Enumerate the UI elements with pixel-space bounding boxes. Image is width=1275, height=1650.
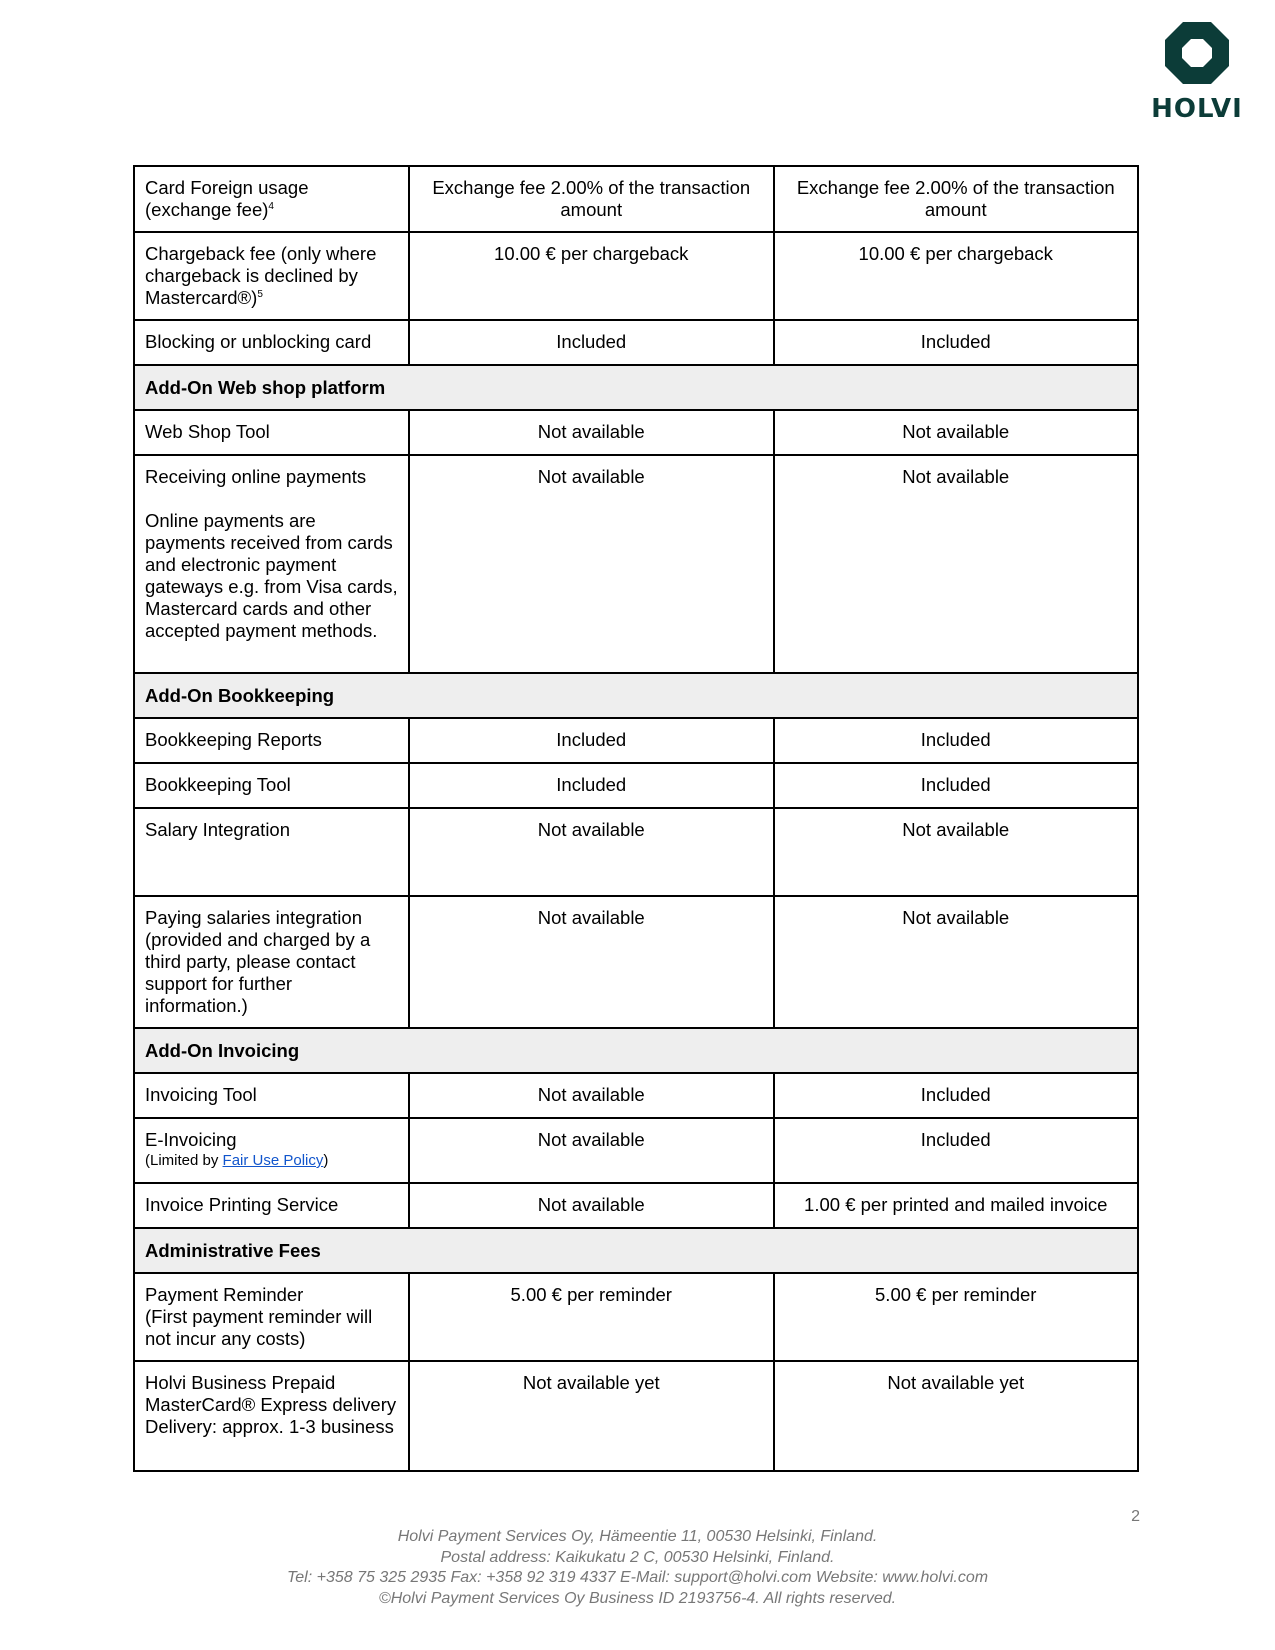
- plan-2-value: Not available: [774, 455, 1139, 673]
- section-header-web-shop: [134, 365, 1138, 410]
- table-row: [134, 718, 1138, 763]
- fees-table: [133, 165, 1139, 1472]
- plan-1-value: Not available: [409, 1118, 774, 1183]
- plan-1-value: Included: [409, 320, 774, 365]
- plan-1-value: Not available: [409, 896, 774, 1028]
- logo-wordmark: HOLVI: [1151, 94, 1243, 124]
- section-title: Add-On Web shop platform: [134, 365, 1138, 410]
- plan-2-value: Not available: [774, 808, 1139, 896]
- row-label: Salary Integration: [134, 808, 409, 896]
- plan-2-value: Not available: [774, 410, 1139, 455]
- table-row: [134, 410, 1138, 455]
- table-row: [134, 320, 1138, 365]
- plan-2-value: Not available: [774, 896, 1139, 1028]
- plan-1-value: Not available: [409, 455, 774, 673]
- row-label-note: (First payment reminder will not incur any costs): [145, 1306, 373, 1349]
- table-row: [134, 1183, 1138, 1228]
- plan-2-value: Exchange fee 2.00% of the transaction amount: [774, 166, 1139, 232]
- plan-2-value: Included: [774, 320, 1139, 365]
- page-number: 2: [1131, 1508, 1140, 1525]
- table-row: [134, 1361, 1138, 1471]
- row-label: [134, 1361, 409, 1471]
- row-label: Paying salaries integration (provided and charged by a third party, please contact support for further information.): [134, 896, 409, 1028]
- section-title: Add-On Invoicing: [134, 1028, 1138, 1073]
- footer-copyright: ©Holvi Payment Services Oy Business ID 2193756-4. All rights reserved.: [378, 1589, 897, 1607]
- plan-1-value: Not available: [409, 410, 774, 455]
- section-title: Administrative Fees: [134, 1228, 1138, 1273]
- row-label-title: Holvi Business Prepaid MasterCard® Express delivery: [145, 1372, 397, 1415]
- table-row: [134, 808, 1138, 896]
- row-label: Blocking or unblocking card: [134, 320, 409, 365]
- table-row: [134, 1273, 1138, 1361]
- plan-2-value: 1.00 € per printed and mailed invoice: [774, 1183, 1139, 1228]
- table-row: [134, 1073, 1138, 1118]
- row-label-title: Receiving online payments: [145, 466, 367, 487]
- plan-1-value: Included: [409, 763, 774, 808]
- row-label: Invoicing Tool: [134, 1073, 409, 1118]
- plan-1-value: Exchange fee 2.00% of the transaction amount: [409, 166, 774, 232]
- fair-use-note: (Limited by Fair Use Policy): [145, 1152, 329, 1169]
- plan-1-value: Not available yet: [409, 1361, 774, 1471]
- row-label-note: Delivery: approx. 1-3 business: [145, 1416, 394, 1437]
- row-label: Bookkeeping Reports: [134, 718, 409, 763]
- table-row: [134, 896, 1138, 1028]
- fair-use-policy-link[interactable]: Fair Use Policy: [222, 1152, 324, 1169]
- holvi-logo: [1142, 20, 1252, 122]
- plan-1-value: 10.00 € per chargeback: [409, 232, 774, 320]
- row-label: [134, 1118, 409, 1183]
- footer-contact: Tel: +358 75 325 2935 Fax: +358 92 319 4337 E-Mail: support@holvi.com Website: www.holvi.com: [286, 1569, 989, 1586]
- holvi-octagon-icon: [1163, 20, 1231, 86]
- plan-2-value: 5.00 € per reminder: [774, 1273, 1139, 1361]
- row-label: Bookkeeping Tool: [134, 763, 409, 808]
- page-footer: [0, 1527, 1275, 1609]
- table-row: [134, 763, 1138, 808]
- row-label-title: E-Invoicing: [145, 1129, 237, 1150]
- row-label: Invoice Printing Service: [134, 1183, 409, 1228]
- section-title: Add-On Bookkeeping: [134, 673, 1138, 718]
- row-label: Web Shop Tool: [134, 410, 409, 455]
- footer-address: Holvi Payment Services Oy, Hämeentie 11, 00530 Helsinki, Finland.: [397, 1528, 878, 1545]
- row-label: Chargeback fee (only where chargeback is declined by Mastercard®)$^5$: [134, 232, 409, 320]
- plan-1-value: Not available: [409, 1183, 774, 1228]
- row-label: [134, 1273, 409, 1361]
- row-label-note: Online payments are payments received from cards and electronic payment gateways e.g. from Visa cards, Mastercard cards and other accepted payment methods.: [145, 510, 398, 641]
- table-row: [134, 232, 1138, 320]
- plan-1-value: Included: [409, 718, 774, 763]
- plan-2-value: Not available yet: [774, 1361, 1139, 1471]
- table-row: [134, 166, 1138, 232]
- plan-1-value: Not available: [409, 1073, 774, 1118]
- table-row: [134, 455, 1138, 673]
- footer-postal-address: Postal address: Kaikukatu 2 C, 00530 Helsinki, Finland.: [440, 1548, 835, 1566]
- plan-2-value: Included: [774, 1073, 1139, 1118]
- section-header-administrative: [134, 1228, 1138, 1273]
- plan-2-value: Included: [774, 718, 1139, 763]
- row-label: Card Foreign usage (exchange fee)$^4$: [134, 166, 409, 232]
- section-header-invoicing: [134, 1028, 1138, 1073]
- table-row: [134, 1118, 1138, 1183]
- row-label: [134, 455, 409, 673]
- plan-2-value: Included: [774, 763, 1139, 808]
- section-header-bookkeeping: [134, 673, 1138, 718]
- plan-2-value: 10.00 € per chargeback: [774, 232, 1139, 320]
- plan-1-value: 5.00 € per reminder: [409, 1273, 774, 1361]
- plan-2-value: Included: [774, 1118, 1139, 1183]
- row-label-title: Payment Reminder: [145, 1284, 304, 1305]
- plan-1-value: Not available: [409, 808, 774, 896]
